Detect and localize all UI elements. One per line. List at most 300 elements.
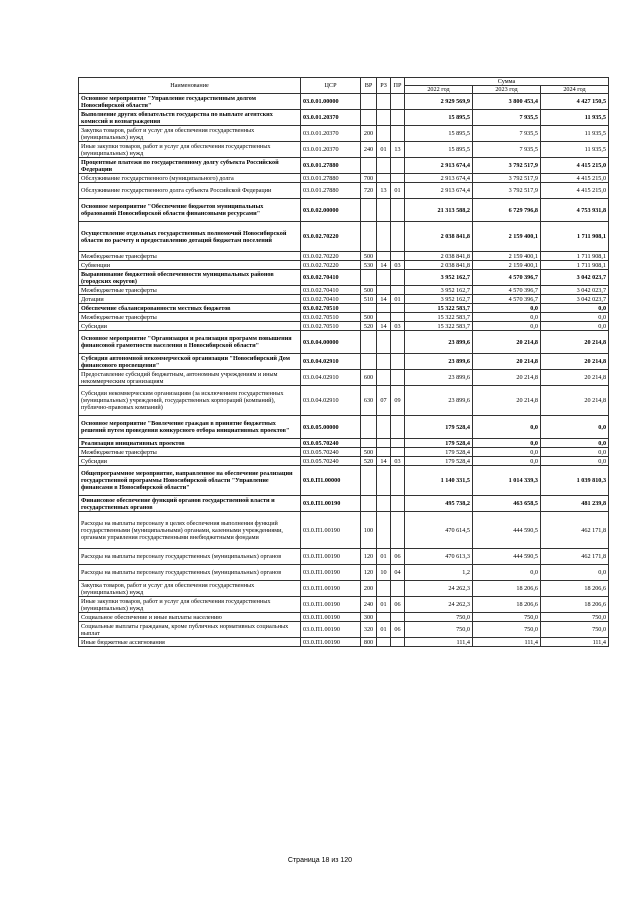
row-csr: 03.0.01.20370 xyxy=(301,110,361,126)
table-row xyxy=(79,304,609,313)
row-pr: 09 xyxy=(391,386,405,416)
row-pr xyxy=(391,158,405,174)
row-sum-2022: 24 262,3 xyxy=(405,581,473,597)
table-row xyxy=(79,370,609,386)
table-row xyxy=(79,174,609,183)
row-name: Расходы на выплаты персоналу государственных (муниципальных) органов xyxy=(79,549,301,565)
row-vr: 500 xyxy=(361,448,377,457)
row-sum-2023: 750,0 xyxy=(473,622,541,638)
row-vr: 500 xyxy=(361,286,377,295)
row-sum-2024: 4 415 215,0 xyxy=(541,158,609,174)
row-name: Субсидия автономной некоммерческой организации "Новосибирский Дом финансового просвещения" xyxy=(79,354,301,370)
row-sum-2024: 481 239,8 xyxy=(541,496,609,512)
row-name: Межбюджетные трансферты xyxy=(79,286,301,295)
row-pr: 06 xyxy=(391,597,405,613)
row-csr: 03.0.П1.00190 xyxy=(301,622,361,638)
row-csr: 03.0.П1.00190 xyxy=(301,549,361,565)
row-vr: 240 xyxy=(361,597,377,613)
row-sum-2024: 18 206,6 xyxy=(541,597,609,613)
row-csr: 03.0.02.70510 xyxy=(301,322,361,331)
row-pr: 06 xyxy=(391,549,405,565)
row-vr xyxy=(361,439,377,448)
row-name: Основное мероприятие "Управление государственным долгом Новосибирской области" xyxy=(79,94,301,110)
row-sum-2022: 750,0 xyxy=(405,613,473,622)
row-sum-2023: 0,0 xyxy=(473,439,541,448)
row-sum-2022: 750,0 xyxy=(405,622,473,638)
row-pr: 13 xyxy=(391,142,405,158)
row-name: Социальные выплаты гражданам, кроме публичных нормативных социальных выплат xyxy=(79,622,301,638)
row-rz xyxy=(377,613,391,622)
table-row xyxy=(79,331,609,354)
row-rz xyxy=(377,110,391,126)
row-vr xyxy=(361,222,377,252)
row-sum-2022: 2 038 841,8 xyxy=(405,261,473,270)
row-csr: 03.0.04.00000 xyxy=(301,331,361,354)
header-vr: ВР xyxy=(361,78,377,94)
row-pr xyxy=(391,304,405,313)
row-pr xyxy=(391,439,405,448)
row-name: Расходы на выплаты персоналу в целях обеспечения выполнения функций государственными (муниципальными) органами, казенными учреждениями, органами управления государственными внебюджетными фондами xyxy=(79,512,301,549)
row-csr: 03.0.05.00000 xyxy=(301,416,361,439)
row-pr xyxy=(391,313,405,322)
table-row xyxy=(79,142,609,158)
table-row xyxy=(79,110,609,126)
row-sum-2024: 111,4 xyxy=(541,638,609,647)
row-rz xyxy=(377,416,391,439)
row-sum-2023: 0,0 xyxy=(473,322,541,331)
header-year-2024: 2024 год xyxy=(541,86,609,94)
row-name: Обслуживание государственного (муниципального) долга xyxy=(79,174,301,183)
table-row xyxy=(79,286,609,295)
row-pr xyxy=(391,222,405,252)
row-pr xyxy=(391,286,405,295)
row-sum-2022: 3 952 162,7 xyxy=(405,286,473,295)
row-sum-2024: 18 206,6 xyxy=(541,581,609,597)
row-sum-2023: 20 214,8 xyxy=(473,370,541,386)
row-pr xyxy=(391,252,405,261)
row-sum-2024: 11 935,5 xyxy=(541,110,609,126)
row-csr: 03.0.П1.00190 xyxy=(301,613,361,622)
row-rz: 07 xyxy=(377,386,391,416)
row-name: Обслуживание государственного долга субъекта Российской Федерации xyxy=(79,183,301,199)
row-rz: 14 xyxy=(377,457,391,466)
header-pr: ПР xyxy=(391,78,405,94)
row-sum-2024: 1 711 908,1 xyxy=(541,252,609,261)
row-sum-2024: 462 171,8 xyxy=(541,512,609,549)
table-row xyxy=(79,322,609,331)
page-number: Страница 18 из 120 xyxy=(287,857,353,864)
row-pr xyxy=(391,638,405,647)
row-sum-2023: 18 206,6 xyxy=(473,581,541,597)
row-sum-2022: 179 528,4 xyxy=(405,457,473,466)
row-name: Расходы на выплаты персоналу государственных (муниципальных) органов xyxy=(79,565,301,581)
row-sum-2022: 15 895,5 xyxy=(405,110,473,126)
row-sum-2023: 2 159 400,1 xyxy=(473,261,541,270)
row-sum-2024: 4 753 931,8 xyxy=(541,199,609,222)
row-vr xyxy=(361,199,377,222)
row-name: Предоставление субсидий бюджетным, автономным учреждениям и иным некоммерческим организациям xyxy=(79,370,301,386)
row-vr: 500 xyxy=(361,313,377,322)
row-sum-2023: 463 658,5 xyxy=(473,496,541,512)
row-rz xyxy=(377,313,391,322)
row-sum-2022: 3 952 162,7 xyxy=(405,270,473,286)
row-sum-2023: 7 935,5 xyxy=(473,142,541,158)
row-vr xyxy=(361,416,377,439)
row-sum-2023: 444 590,5 xyxy=(473,549,541,565)
row-name: Общепрограммное мероприятие, направленное на обеспечение реализации государственной программы Новосибирской области "Управление финансами в Новосибирской области" xyxy=(79,466,301,496)
row-csr: 03.0.04.02910 xyxy=(301,370,361,386)
row-pr xyxy=(391,448,405,457)
row-sum-2022: 24 262,3 xyxy=(405,597,473,613)
row-rz xyxy=(377,581,391,597)
row-name: Субсидии xyxy=(79,322,301,331)
table-row xyxy=(79,638,609,647)
row-sum-2024: 0,0 xyxy=(541,457,609,466)
row-pr: 04 xyxy=(391,565,405,581)
row-pr: 01 xyxy=(391,295,405,304)
row-sum-2023: 3 800 453,4 xyxy=(473,94,541,110)
row-name: Выравнивание бюджетной обеспеченности муниципальных районов (городских округов) xyxy=(79,270,301,286)
row-vr xyxy=(361,158,377,174)
row-name: Основное мероприятие "Обеспечение бюджетов муниципальных образований Новосибирской области финансовыми ресурсами" xyxy=(79,199,301,222)
row-rz xyxy=(377,638,391,647)
row-vr: 800 xyxy=(361,638,377,647)
row-sum-2023: 750,0 xyxy=(473,613,541,622)
row-csr: 03.0.П1.00190 xyxy=(301,638,361,647)
row-vr: 600 xyxy=(361,370,377,386)
row-rz xyxy=(377,222,391,252)
row-sum-2023: 3 792 517,9 xyxy=(473,158,541,174)
row-pr: 03 xyxy=(391,322,405,331)
table-row xyxy=(79,386,609,416)
row-sum-2024: 4 415 215,0 xyxy=(541,183,609,199)
row-sum-2022: 179 528,4 xyxy=(405,416,473,439)
row-sum-2022: 470 613,3 xyxy=(405,549,473,565)
header-rz: РЗ xyxy=(377,78,391,94)
row-sum-2023: 7 935,5 xyxy=(473,110,541,126)
row-sum-2023: 7 935,5 xyxy=(473,126,541,142)
row-sum-2024: 20 214,8 xyxy=(541,386,609,416)
table-row xyxy=(79,565,609,581)
row-sum-2024: 750,0 xyxy=(541,622,609,638)
row-sum-2022: 23 899,6 xyxy=(405,331,473,354)
row-sum-2023: 1 014 339,3 xyxy=(473,466,541,496)
row-sum-2024: 4 415 215,0 xyxy=(541,174,609,183)
row-sum-2024: 1 711 908,1 xyxy=(541,261,609,270)
header-year-2022: 2022 год xyxy=(405,86,473,94)
row-sum-2024: 1 711 908,1 xyxy=(541,222,609,252)
row-sum-2024: 3 042 023,7 xyxy=(541,270,609,286)
row-sum-2024: 0,0 xyxy=(541,439,609,448)
row-rz xyxy=(377,448,391,457)
row-sum-2022: 2 038 841,8 xyxy=(405,252,473,261)
row-sum-2024: 20 214,8 xyxy=(541,370,609,386)
header-sum: Сумма xyxy=(405,78,609,86)
row-sum-2022: 21 313 588,2 xyxy=(405,199,473,222)
row-sum-2024: 0,0 xyxy=(541,565,609,581)
row-sum-2024: 0,0 xyxy=(541,313,609,322)
row-sum-2022: 15 322 583,7 xyxy=(405,304,473,313)
row-pr xyxy=(391,270,405,286)
table-row xyxy=(79,581,609,597)
row-sum-2023: 20 214,8 xyxy=(473,331,541,354)
row-csr: 03.0.05.70240 xyxy=(301,448,361,457)
row-sum-2022: 179 528,4 xyxy=(405,439,473,448)
row-csr: 03.0.02.70220 xyxy=(301,261,361,270)
row-csr: 03.0.01.00000 xyxy=(301,94,361,110)
row-name: Иные бюджетные ассигнования xyxy=(79,638,301,647)
row-csr: 03.0.02.70410 xyxy=(301,286,361,295)
table-row xyxy=(79,126,609,142)
row-sum-2023: 4 570 396,7 xyxy=(473,286,541,295)
row-sum-2023: 111,4 xyxy=(473,638,541,647)
row-sum-2022: 111,4 xyxy=(405,638,473,647)
table-row xyxy=(79,622,609,638)
row-rz xyxy=(377,370,391,386)
row-vr xyxy=(361,354,377,370)
table-row xyxy=(79,613,609,622)
row-rz xyxy=(377,252,391,261)
row-rz: 01 xyxy=(377,549,391,565)
row-sum-2023: 0,0 xyxy=(473,304,541,313)
row-sum-2023: 3 792 517,9 xyxy=(473,174,541,183)
row-name: Дотации xyxy=(79,295,301,304)
budget-table xyxy=(78,77,609,647)
row-name: Основное мероприятие "Организация и реализация программ повышения финансовой грамотности населения в Новосибирской области" xyxy=(79,331,301,354)
row-csr: 03.0.02.70410 xyxy=(301,270,361,286)
row-sum-2022: 495 738,2 xyxy=(405,496,473,512)
row-sum-2024: 11 935,5 xyxy=(541,142,609,158)
row-name: Межбюджетные трансферты xyxy=(79,448,301,457)
row-vr xyxy=(361,466,377,496)
row-vr: 100 xyxy=(361,512,377,549)
row-pr xyxy=(391,496,405,512)
row-csr: 03.0.02.70410 xyxy=(301,295,361,304)
row-rz xyxy=(377,174,391,183)
row-sum-2022: 2 929 569,9 xyxy=(405,94,473,110)
row-rz xyxy=(377,354,391,370)
table-row xyxy=(79,457,609,466)
row-rz xyxy=(377,512,391,549)
row-sum-2023: 6 729 796,8 xyxy=(473,199,541,222)
row-sum-2022: 1,2 xyxy=(405,565,473,581)
row-rz: 10 xyxy=(377,565,391,581)
row-rz: 01 xyxy=(377,142,391,158)
row-sum-2024: 1 039 810,3 xyxy=(541,466,609,496)
row-csr: 03.0.01.27880 xyxy=(301,183,361,199)
row-sum-2023: 20 214,8 xyxy=(473,386,541,416)
table-row xyxy=(79,270,609,286)
row-name: Субсидии некоммерческим организациям (за исключением государственных (муниципальных) учреждений, государственных корпораций (компаний), публично-правовых компаний) xyxy=(79,386,301,416)
row-vr: 520 xyxy=(361,457,377,466)
row-sum-2023: 0,0 xyxy=(473,416,541,439)
row-rz xyxy=(377,158,391,174)
row-sum-2022: 2 038 841,8 xyxy=(405,222,473,252)
row-sum-2024: 3 042 023,7 xyxy=(541,286,609,295)
row-sum-2022: 15 322 583,7 xyxy=(405,313,473,322)
row-sum-2022: 2 913 674,4 xyxy=(405,174,473,183)
row-sum-2023: 0,0 xyxy=(473,457,541,466)
row-sum-2024: 3 042 023,7 xyxy=(541,295,609,304)
row-sum-2023: 20 214,8 xyxy=(473,354,541,370)
row-rz xyxy=(377,126,391,142)
row-csr: 03.0.02.70220 xyxy=(301,222,361,252)
row-pr: 01 xyxy=(391,183,405,199)
row-sum-2022: 470 614,5 xyxy=(405,512,473,549)
row-csr: 03.0.02.70220 xyxy=(301,252,361,261)
row-csr: 03.0.04.02910 xyxy=(301,354,361,370)
row-pr xyxy=(391,370,405,386)
row-sum-2022: 2 913 674,4 xyxy=(405,183,473,199)
row-sum-2023: 2 159 400,1 xyxy=(473,222,541,252)
table-row xyxy=(79,549,609,565)
row-rz: 14 xyxy=(377,261,391,270)
row-vr: 120 xyxy=(361,549,377,565)
table-row xyxy=(79,466,609,496)
row-pr xyxy=(391,613,405,622)
row-pr xyxy=(391,94,405,110)
row-name: Финансовое обеспечение функций органов государственной власти и государственных органов xyxy=(79,496,301,512)
row-csr: 03.0.П1.00190 xyxy=(301,565,361,581)
row-sum-2024: 0,0 xyxy=(541,416,609,439)
row-csr: 03.0.П1.00190 xyxy=(301,496,361,512)
table-row xyxy=(79,158,609,174)
table-row xyxy=(79,597,609,613)
row-sum-2022: 15 895,5 xyxy=(405,142,473,158)
row-rz xyxy=(377,331,391,354)
row-sum-2022: 15 895,5 xyxy=(405,126,473,142)
row-name: Закупка товаров, работ и услуг для обеспечения государственных (муниципальных) нужд xyxy=(79,581,301,597)
row-vr: 530 xyxy=(361,261,377,270)
row-vr: 120 xyxy=(361,565,377,581)
row-sum-2024: 4 427 150,5 xyxy=(541,94,609,110)
row-csr: 03.0.01.27880 xyxy=(301,158,361,174)
table-row xyxy=(79,252,609,261)
row-sum-2024: 20 214,8 xyxy=(541,331,609,354)
row-vr: 240 xyxy=(361,142,377,158)
row-sum-2023: 18 206,6 xyxy=(473,597,541,613)
row-name: Социальное обеспечение и иные выплаты населению xyxy=(79,613,301,622)
row-sum-2023: 4 570 396,7 xyxy=(473,295,541,304)
row-vr: 500 xyxy=(361,252,377,261)
row-vr xyxy=(361,270,377,286)
row-csr: 03.0.П1.00000 xyxy=(301,466,361,496)
row-sum-2022: 23 899,6 xyxy=(405,354,473,370)
row-pr: 03 xyxy=(391,457,405,466)
row-csr: 03.0.02.00000 xyxy=(301,199,361,222)
row-rz: 13 xyxy=(377,183,391,199)
row-vr: 200 xyxy=(361,126,377,142)
row-sum-2022: 15 322 583,7 xyxy=(405,322,473,331)
table-row xyxy=(79,354,609,370)
row-name: Обеспечение сбалансированности местных бюджетов xyxy=(79,304,301,313)
row-csr: 03.0.П1.00190 xyxy=(301,512,361,549)
row-vr: 510 xyxy=(361,295,377,304)
table-row xyxy=(79,496,609,512)
table-row xyxy=(79,222,609,252)
row-csr: 03.0.01.20370 xyxy=(301,126,361,142)
table-row xyxy=(79,439,609,448)
row-rz: 14 xyxy=(377,322,391,331)
table-row xyxy=(79,183,609,199)
row-csr: 03.0.01.20370 xyxy=(301,142,361,158)
row-rz xyxy=(377,94,391,110)
table-row xyxy=(79,199,609,222)
row-rz xyxy=(377,270,391,286)
row-sum-2023: 2 159 400,1 xyxy=(473,252,541,261)
row-name: Межбюджетные трансферты xyxy=(79,313,301,322)
table-row xyxy=(79,448,609,457)
row-pr: 06 xyxy=(391,622,405,638)
table-row xyxy=(79,295,609,304)
row-name: Субвенции xyxy=(79,261,301,270)
row-sum-2023: 4 570 396,7 xyxy=(473,270,541,286)
row-name: Субсидии xyxy=(79,457,301,466)
table-row xyxy=(79,512,609,549)
row-rz: 14 xyxy=(377,295,391,304)
row-name: Межбюджетные трансферты xyxy=(79,252,301,261)
row-sum-2023: 0,0 xyxy=(473,565,541,581)
row-sum-2022: 23 899,6 xyxy=(405,386,473,416)
row-pr xyxy=(391,466,405,496)
row-vr: 720 xyxy=(361,183,377,199)
row-name: Закупка товаров, работ и услуг для обеспечения государственных (муниципальных) нужд xyxy=(79,126,301,142)
row-rz xyxy=(377,304,391,313)
row-name: Иные закупки товаров, работ и услуг для обеспечения государственных (муниципальных) нужд xyxy=(79,597,301,613)
row-pr xyxy=(391,581,405,597)
row-csr: 03.0.04.02910 xyxy=(301,386,361,416)
row-name: Выполнение других обязательств государства по выплате агентских комиссий и вознаграждения xyxy=(79,110,301,126)
row-sum-2024: 20 214,8 xyxy=(541,354,609,370)
row-rz xyxy=(377,199,391,222)
row-vr xyxy=(361,496,377,512)
row-rz xyxy=(377,439,391,448)
row-csr: 03.0.02.70510 xyxy=(301,313,361,322)
row-pr xyxy=(391,354,405,370)
header-year-2023: 2023 год xyxy=(473,86,541,94)
row-pr xyxy=(391,110,405,126)
row-sum-2023: 0,0 xyxy=(473,313,541,322)
row-vr: 200 xyxy=(361,581,377,597)
row-pr xyxy=(391,512,405,549)
row-sum-2022: 3 952 162,7 xyxy=(405,295,473,304)
row-sum-2024: 750,0 xyxy=(541,613,609,622)
row-csr: 03.0.П1.00190 xyxy=(301,581,361,597)
row-vr xyxy=(361,94,377,110)
row-pr xyxy=(391,331,405,354)
table-row xyxy=(79,261,609,270)
row-sum-2024: 462 171,8 xyxy=(541,549,609,565)
row-sum-2022: 2 913 674,4 xyxy=(405,158,473,174)
row-name: Осуществление отдельных государственных полномочий Новосибирской области по расчету и предоставлению дотаций бюджетам поселений xyxy=(79,222,301,252)
row-sum-2022: 23 899,6 xyxy=(405,370,473,386)
row-sum-2024: 0,0 xyxy=(541,322,609,331)
row-pr xyxy=(391,199,405,222)
header-name: Наименование xyxy=(79,78,301,94)
row-pr xyxy=(391,126,405,142)
row-sum-2022: 1 140 331,5 xyxy=(405,466,473,496)
table-row xyxy=(79,313,609,322)
row-name: Процентные платежи по государственному долгу субъекта Российской Федерации xyxy=(79,158,301,174)
row-csr: 03.0.01.27880 xyxy=(301,174,361,183)
row-name: Реализация инициативных проектов xyxy=(79,439,301,448)
row-vr: 300 xyxy=(361,613,377,622)
row-vr: 320 xyxy=(361,622,377,638)
table-row xyxy=(79,94,609,110)
row-csr: 03.0.П1.00190 xyxy=(301,597,361,613)
row-vr xyxy=(361,331,377,354)
row-sum-2023: 3 792 517,9 xyxy=(473,183,541,199)
